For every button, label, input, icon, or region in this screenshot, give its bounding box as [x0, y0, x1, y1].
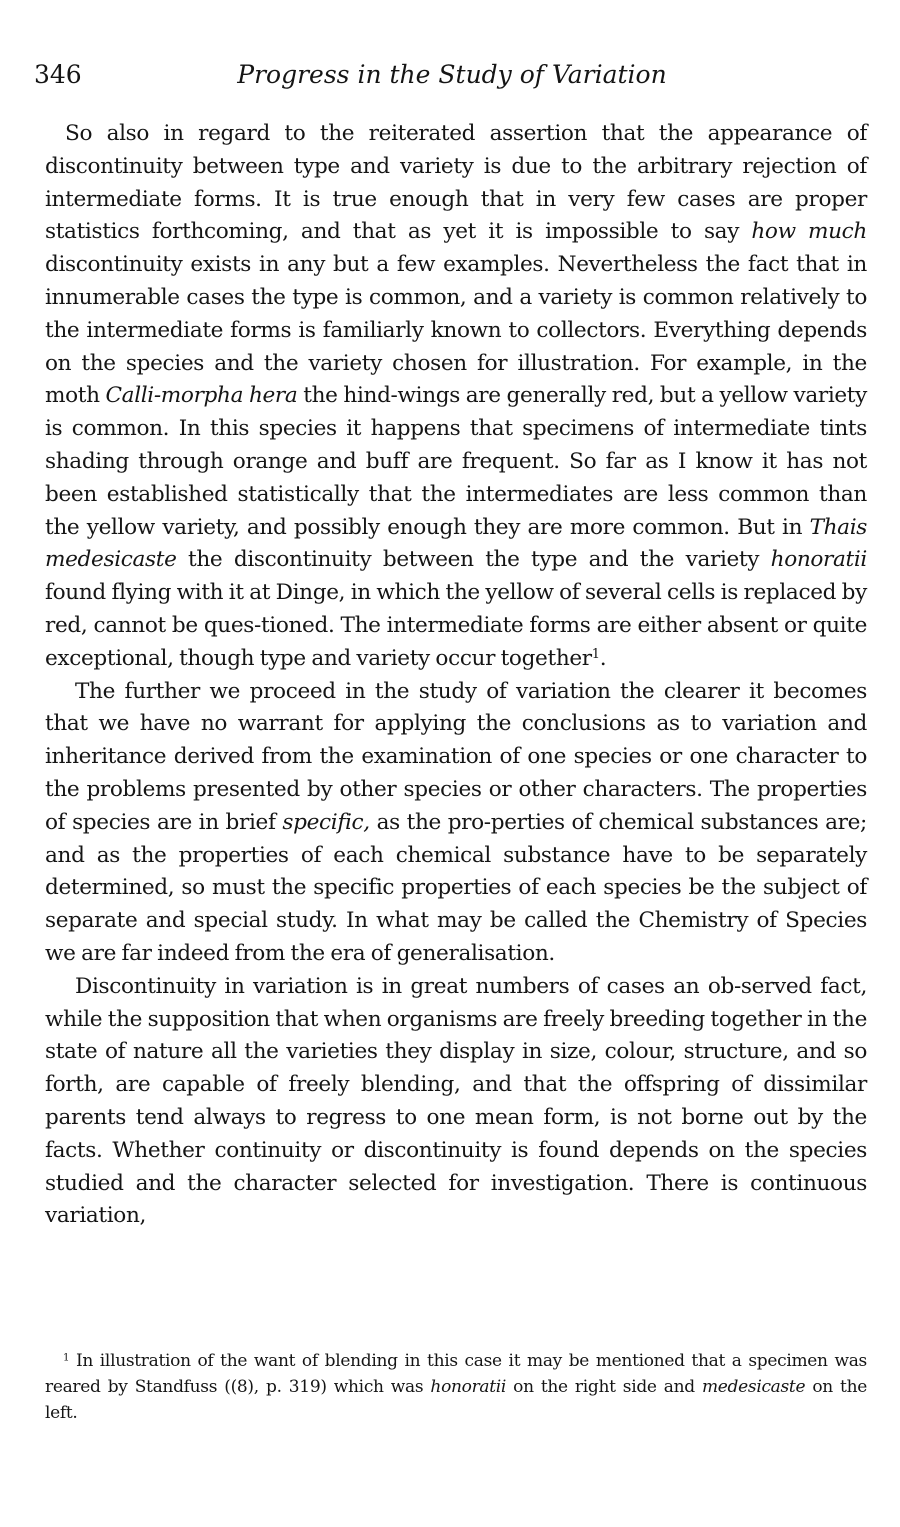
text-run: on the left. — [45, 1377, 867, 1423]
text-run: . — [599, 645, 607, 671]
text-run: Discontinuity in variation is in great numbers of cases an ob-served fact, while the supposition that when organisms are freely breeding together in the state of nature all the varieties they display in size, colour, structure, and so forth, are capable of freely blending, and that the offspring of dissimilar parents tend always to regress to one mean form, is not borne out by the facts. Whether continuity or discontinuity is found depends on the species studied and the character selected for investigation. There is continuous variation, — [45, 973, 867, 1229]
italic-term: medesicaste — [701, 1377, 806, 1397]
italic-term: how much — [751, 219, 867, 245]
page-number: 346 — [34, 60, 82, 89]
italic-term: honoratii — [770, 547, 867, 573]
italic-term: Calli-morpha hera — [105, 383, 298, 409]
footnotes — [45, 1348, 867, 1426]
text-run: discontinuity exists in any but a few examples. Nevertheless the fact that in innumerable cases the type is common, and a variety is common relatively to the intermediate forms is familiarly known to collectors. Everything depends on the species and the variety chosen for illustration. For example, in the moth — [45, 252, 867, 409]
paragraph-2 — [45, 676, 867, 971]
paragraph-3 — [45, 971, 867, 1233]
paragraph-1 — [45, 118, 867, 676]
text-run: So also in regard to the reiterated assertion that the appearance of discontinuity between type and variety is due to the arbitrary rejection of intermediate forms. It is true enough that in very few cases are proper statistics forthcoming, and that as yet it is impossible to say — [45, 121, 867, 245]
text-run: on the right side and — [506, 1377, 702, 1397]
italic-term: honoratii — [430, 1377, 507, 1397]
text-run: The further we proceed in the study of variation the clearer it becomes that we have no warrant for applying the conclusions as to variation and inheritance derived from the examination of one species or one character to the problems presented by other species or other characters. The properties of species are in brief — [45, 678, 867, 835]
page-header — [34, 60, 870, 100]
italic-term: Thais medesicaste — [45, 514, 867, 573]
text-run: the discontinuity between the type and the variety — [176, 547, 771, 573]
footnote-marker: 1 — [591, 646, 600, 662]
body-text — [45, 118, 867, 1233]
running-title: Progress in the Study of Variation — [237, 60, 667, 89]
text-run: the hind-wings are generally red, but a yellow variety is common. In this species it happens that specimens of intermediate tints shading through orange and buff are frequent. So far as I know it has not been established statistically that the intermediates are less common than the yellow variety, and possibly enough they are more common. But in — [45, 383, 867, 540]
text-run: found flying with it at Dinge, in which the yellow of several cells is replaced by red, cannot be ques-tioned. The intermediate forms are either absent or quite exceptional, though type and variety occur together — [45, 580, 867, 671]
italic-term: specific, — [282, 809, 370, 835]
footnote-1 — [45, 1348, 867, 1426]
footnote-marker: 1 — [63, 1352, 70, 1364]
text-run: In illustration of the want of blending in this case it may be mentioned that a specimen was reared by Standfuss ((8), p. 319) which was — [45, 1351, 867, 1397]
text-run: as the pro-perties of chemical substances are; and as the properties of each chemical substance have to be separately determined, so must the specific properties of each species be the subject of separate and special study. In what may be called the Chemistry of Species we are far indeed from the era of generalisation. — [45, 809, 867, 966]
